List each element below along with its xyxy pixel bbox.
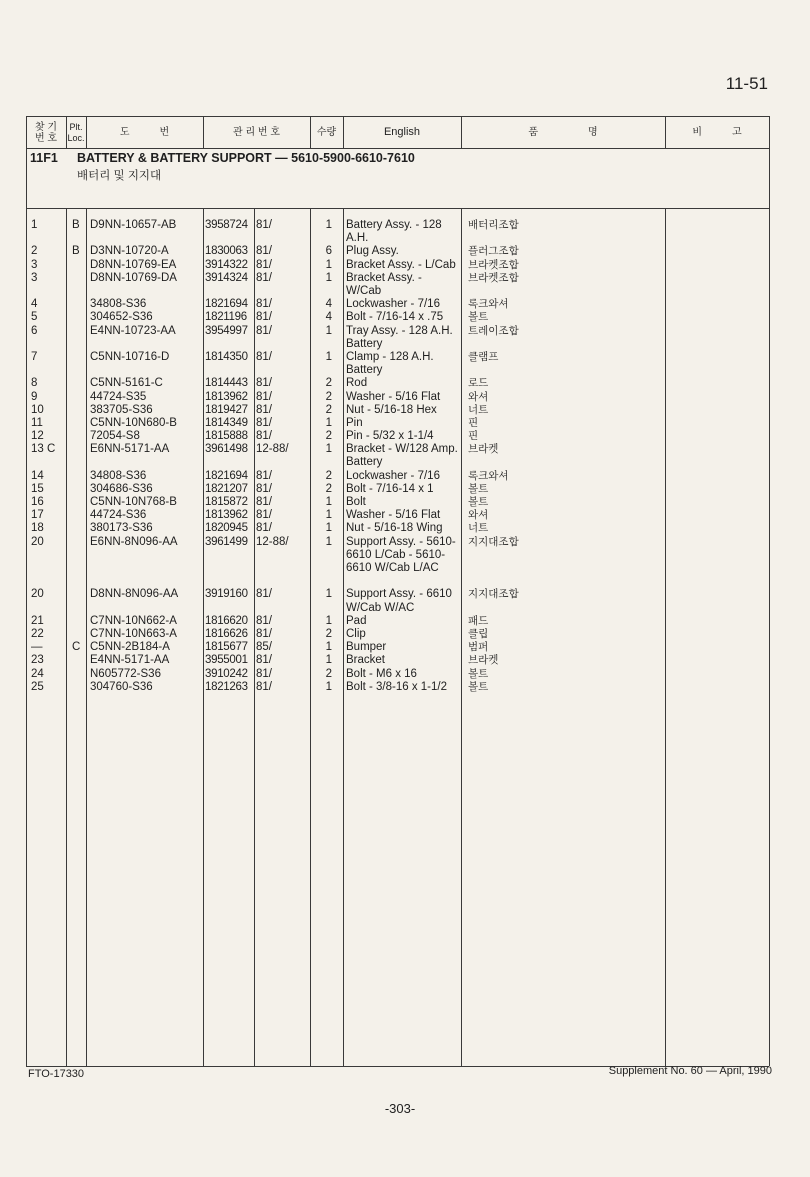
quantity: 1 (325, 271, 332, 284)
quantity: 2 (325, 403, 332, 416)
english-description: Bolt - 7/16-14 x .75 (346, 311, 444, 324)
header-plt-loc: Plt. Loc. (67, 121, 85, 143)
ref-number: 24 (31, 667, 44, 680)
table-row (0, 417, 810, 430)
part-number: E6NN-8N096-AA (90, 535, 178, 548)
ref-number: 8 (31, 377, 38, 390)
quantity: 1 (325, 416, 332, 429)
korean-name: 핀 (468, 416, 479, 429)
ref-number: 12 (31, 430, 44, 443)
plate-location: C (72, 641, 81, 654)
management-number: 1815888 (205, 430, 248, 443)
quantity: 1 (325, 258, 332, 271)
quantity: 2 (325, 390, 332, 403)
part-number: D8NN-8N096-AA (90, 588, 179, 601)
management-number: 3955001 (205, 654, 248, 667)
quantity: 1 (325, 680, 332, 693)
quantity: 1 (325, 614, 332, 627)
table-row (0, 351, 810, 377)
plate-location: B (72, 219, 80, 231)
english-description: Clip (346, 627, 366, 640)
korean-name: 브라켓 (468, 654, 499, 667)
management-number: 1816620 (205, 614, 248, 627)
part-number: 383705-S36 (90, 403, 153, 416)
part-number: 304760-S36 (90, 680, 153, 693)
english-description: Lockwasher - 7/16 (346, 298, 440, 311)
part-number: E6NN-5171-AA (90, 443, 170, 456)
ref-number: 6 (31, 324, 38, 337)
english-description: Plug Assy. (346, 245, 399, 258)
english-description: Clamp - 128 A.H. Battery (346, 350, 434, 377)
ref-number: 20 (31, 535, 44, 548)
korean-name: 플러그조합 (468, 245, 519, 258)
management-number: 3914324 (205, 271, 248, 284)
part-number: C5NN-10N768-B (90, 496, 177, 509)
management-number: 3910242 (205, 667, 248, 680)
table-row (0, 298, 810, 311)
korean-name: 범퍼 (468, 641, 489, 654)
serial-code: 81/ (256, 271, 272, 284)
management-number: 1815677 (205, 641, 248, 654)
korean-name: 볼트 (468, 680, 489, 693)
serial-code: 81/ (256, 258, 272, 271)
english-description: Tray Assy. - 128 A.H. Battery (346, 324, 453, 350)
serial-code: 81/ (256, 298, 272, 311)
quantity: 2 (325, 430, 332, 443)
english-description: Nut - 5/16-18 Wing (346, 522, 443, 535)
ref-number: 11 (31, 416, 43, 429)
table-row (0, 615, 810, 628)
ref-number: 7 (31, 350, 38, 363)
english-description: Pin - 5/32 x 1-1/4 (346, 430, 434, 443)
management-number: 1814349 (205, 416, 248, 429)
header-part-no: 도 번 (119, 127, 170, 138)
ref-number: 9 (31, 390, 38, 403)
form-number: FTO-17330 (28, 1068, 85, 1080)
part-number: N605772-S36 (90, 667, 161, 680)
ref-number: — (31, 641, 43, 654)
serial-code: 81/ (256, 667, 272, 680)
quantity: 1 (325, 350, 332, 363)
management-number: 3914322 (205, 258, 248, 271)
management-number: 1816626 (205, 627, 248, 640)
part-number: 44724-S36 (90, 509, 147, 522)
management-number: 1821694 (205, 469, 248, 482)
part-number: E4NN-5171-AA (90, 654, 170, 667)
part-number: 44724-S35 (90, 390, 147, 403)
section-subtitle: 배터리 및 지지대 (77, 170, 162, 182)
management-number: 1815872 (205, 496, 248, 509)
header-qty: 수량 (316, 127, 337, 138)
english-description: Bumper (346, 641, 387, 654)
serial-code: 81/ (256, 377, 272, 390)
serial-code: 81/ (256, 588, 272, 601)
table-row (0, 522, 810, 535)
table-row (0, 668, 810, 681)
page-number: 11-51 (725, 74, 768, 93)
english-description: Bolt (346, 496, 366, 509)
part-number: 72054-S8 (90, 430, 140, 443)
english-description: Lockwasher - 7/16 (346, 469, 440, 482)
korean-name: 록크와셔 (468, 469, 509, 482)
table-row (0, 404, 810, 417)
quantity: 1 (325, 219, 332, 231)
korean-name: 볼트 (468, 482, 489, 495)
ref-number: 25 (31, 680, 44, 693)
serial-code: 81/ (256, 390, 272, 403)
table-row (0, 496, 810, 509)
table-row (0, 628, 810, 641)
korean-name: 너트 (468, 522, 489, 535)
table-row (0, 536, 810, 589)
part-number: C7NN-10N662-A (90, 614, 177, 627)
ref-number: 14 (31, 469, 44, 482)
serial-code: 81/ (256, 627, 272, 640)
table-row (0, 430, 810, 443)
serial-code: 81/ (256, 482, 272, 495)
serial-code: 81/ (256, 350, 272, 363)
part-number: D3NN-10720-A (90, 245, 169, 258)
plate-location: B (72, 245, 80, 258)
part-number: C5NN-10716-D (90, 350, 170, 363)
header-korean: 품 명 (528, 127, 598, 138)
quantity: 1 (325, 496, 332, 509)
table-row (0, 272, 810, 298)
serial-code: 12-88/ (256, 443, 289, 456)
english-description: Nut - 5/16-18 Hex (346, 403, 437, 416)
korean-name: 브라켓조합 (468, 271, 519, 284)
serial-code: 81/ (256, 522, 272, 535)
header-ref: 찾 기 번 호 (34, 121, 58, 144)
ref-number: 22 (31, 627, 44, 640)
header-remarks: 비 고 (692, 127, 742, 138)
table-row (0, 391, 810, 404)
english-description: Bracket - W/128 Amp. Battery (346, 443, 458, 469)
ref-number: 3 (31, 258, 38, 271)
korean-name: 핀 (468, 430, 479, 443)
section-code: 11F1 (30, 151, 58, 165)
management-number: 1830063 (205, 245, 248, 258)
ref-number: 16 (31, 496, 44, 509)
table-row (0, 681, 810, 694)
serial-code: 81/ (256, 311, 272, 324)
part-number: 34808-S36 (90, 469, 147, 482)
korean-name: 지지대조합 (468, 535, 519, 548)
quantity: 1 (325, 654, 332, 667)
management-number: 1814350 (205, 350, 248, 363)
serial-code: 81/ (256, 614, 272, 627)
serial-code: 81/ (256, 509, 272, 522)
part-number: D9NN-10657-AB (90, 219, 177, 231)
english-description: Pad (346, 614, 367, 627)
section-title: BATTERY & BATTERY SUPPORT — 5610-5900-6610-7610 (77, 151, 415, 165)
management-number: 1821196 (205, 311, 247, 324)
english-description: Bolt - 7/16-14 x 1 (346, 482, 434, 495)
table-row (0, 588, 810, 614)
english-description: Support Assy. - 6610 W/Cab W/AC (346, 588, 452, 614)
korean-name: 볼트 (468, 311, 489, 324)
quantity: 2 (325, 627, 332, 640)
management-number: 1819427 (205, 403, 248, 416)
management-number: 1821694 (205, 298, 248, 311)
english-description: Bolt - 3/8-16 x 1-1/2 (346, 680, 447, 693)
korean-name: 와셔 (468, 509, 489, 522)
header-mgmt-no: 관 리 번 호 (233, 127, 280, 138)
management-number: 3958724 (205, 219, 248, 231)
quantity: 4 (325, 311, 332, 324)
table-row (0, 654, 810, 667)
table-row (0, 325, 810, 351)
table-row (0, 443, 810, 469)
management-number: 1814443 (205, 377, 248, 390)
korean-name: 배터리조합 (468, 219, 519, 231)
table-row (0, 641, 810, 654)
ref-number: 1 (31, 219, 38, 231)
english-description: Washer - 5/16 Flat (346, 390, 441, 403)
bottom-page-number: -303- (384, 1101, 416, 1116)
korean-name: 록크와셔 (468, 298, 509, 311)
table-row (0, 509, 810, 522)
quantity: 2 (325, 482, 332, 495)
ref-number: 5 (31, 311, 38, 324)
serial-code: 81/ (256, 245, 272, 258)
management-number: 3961499 (205, 535, 248, 548)
korean-name: 와셔 (468, 390, 489, 403)
table-row (0, 470, 810, 483)
quantity: 1 (325, 588, 332, 601)
ref-number: 18 (31, 522, 44, 535)
management-number: 1821207 (205, 482, 248, 495)
english-description: Battery Assy. - 128 A.H. (346, 219, 442, 245)
ref-number: 10 (31, 403, 44, 416)
management-number: 1813962 (205, 390, 248, 403)
ref-number: 2 (31, 245, 38, 258)
quantity: 2 (325, 469, 332, 482)
part-number: C5NN-5161-C (90, 377, 163, 390)
part-number: 304686-S36 (90, 482, 153, 495)
part-number: D8NN-10769-EA (90, 258, 177, 271)
table-row (0, 377, 810, 390)
part-number: 34808-S36 (90, 298, 147, 311)
english-description: Bolt - M6 x 16 (346, 667, 417, 680)
english-description: Pin (346, 416, 363, 429)
part-number: C5NN-10N680-B (90, 416, 177, 429)
part-number: C7NN-10N663-A (90, 627, 177, 640)
english-description: Rod (346, 377, 368, 390)
serial-code: 12-88/ (256, 535, 289, 548)
serial-code: 81/ (256, 430, 272, 443)
serial-code: 81/ (256, 416, 272, 429)
parts-table-body (0, 219, 810, 694)
header-english: English (383, 126, 421, 138)
quantity: 2 (325, 667, 332, 680)
korean-name: 트레이조합 (468, 324, 519, 337)
table-row (0, 219, 810, 245)
table-row (0, 245, 810, 258)
ref-number: 4 (31, 298, 38, 311)
quantity: 6 (325, 245, 332, 258)
serial-code: 81/ (256, 324, 272, 337)
ref-number: 13 C (31, 443, 56, 456)
serial-code: 81/ (256, 654, 272, 667)
part-number: C5NN-2B184-A (90, 641, 170, 654)
management-number: 3919160 (205, 588, 248, 601)
korean-name: 로드 (468, 377, 489, 390)
serial-code: 81/ (256, 496, 272, 509)
english-description: Bracket Assy. - W/Cab (346, 271, 422, 297)
ref-number: 17 (31, 509, 44, 522)
english-description: Support Assy. - 5610-6610 L/Cab - 5610-6610 W/Cab L/AC (346, 535, 456, 574)
management-number: 1821263 (205, 680, 248, 693)
part-number: D8NN-10769-DA (90, 271, 177, 284)
quantity: 1 (325, 509, 332, 522)
part-number: 304652-S36 (90, 311, 153, 324)
korean-name: 브라켓조합 (468, 258, 519, 271)
quantity: 2 (325, 377, 332, 390)
supplement-info: Supplement No. 60 — April, 1990 (608, 1065, 772, 1077)
english-description: Bracket (346, 654, 385, 667)
quantity: 4 (325, 298, 332, 311)
quantity: 1 (325, 324, 332, 337)
korean-name: 볼트 (468, 496, 489, 509)
serial-code: 81/ (256, 680, 272, 693)
part-number: E4NN-10723-AA (90, 324, 176, 337)
serial-code: 81/ (256, 219, 272, 231)
table-row (0, 483, 810, 496)
quantity: 1 (325, 443, 332, 456)
serial-code: 81/ (256, 403, 272, 416)
ref-number: 21 (31, 614, 44, 627)
ref-number: 15 (31, 482, 44, 495)
table-row (0, 259, 810, 272)
management-number: 3961498 (205, 443, 248, 456)
management-number: 1813962 (205, 509, 248, 522)
quantity: 1 (325, 522, 332, 535)
korean-name: 볼트 (468, 667, 489, 680)
part-number: 380173-S36 (90, 522, 153, 535)
ref-number: 20 (31, 588, 44, 601)
english-description: Bracket Assy. - L/Cab (346, 258, 456, 271)
ref-number: 3 (31, 271, 38, 284)
korean-name: 지지대조합 (468, 588, 519, 601)
korean-name: 클립 (468, 627, 489, 640)
management-number: 3954997 (205, 324, 248, 337)
english-description: Washer - 5/16 Flat (346, 509, 441, 522)
quantity: 1 (325, 535, 332, 548)
korean-name: 브라켓 (468, 443, 499, 456)
management-number: 1820945 (205, 522, 248, 535)
serial-code: 81/ (256, 469, 272, 482)
korean-name: 너트 (468, 403, 489, 416)
ref-number: 23 (31, 654, 44, 667)
table-row (0, 311, 810, 324)
quantity: 1 (325, 641, 332, 654)
korean-name: 클램프 (468, 350, 499, 363)
korean-name: 패드 (468, 614, 489, 627)
serial-code: 85/ (256, 641, 272, 654)
